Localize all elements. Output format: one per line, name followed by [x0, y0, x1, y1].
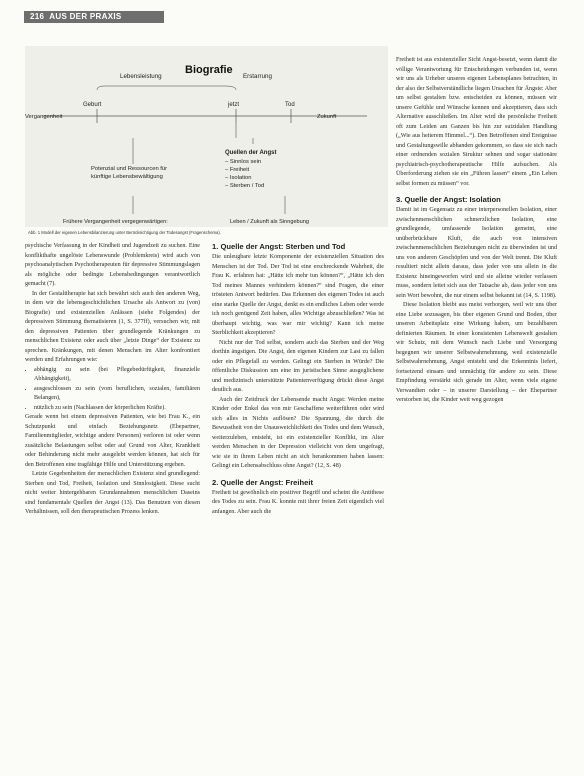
section-heading: 2. Quelle der Angst: Freiheit: [212, 477, 313, 487]
page-number: 216: [30, 12, 45, 21]
resources-title: Potenzial und Ressourcen für: [91, 166, 168, 172]
paragraph: Nicht nur der Tod selbst, sondern auch das Sterben und der Weg dorthin ängstigen. Die Angst, den eigenen Kindern zur Last zu fallen oder ein Pflegefall zu werden. Gelingt ein Sterben in Würde? Die öffentliche Diskussion um eine im juristischen Sinne ausgeglichene und medizinisch unterstützte Patientenverfügung drückt diese Angst deutlich aus.: [212, 339, 384, 393]
section-heading: 3. Quelle der Angst: Isolation: [396, 195, 501, 204]
label-now: jetzt: [228, 102, 240, 108]
paragraph: Freiheit ist aus existenzieller Sicht Angst-besetzt, wenn damit die völlige Verantwortung für Entscheidungen verbunden ist, wenn wir uns als Urheber unseres eigenen Lebensplanes betrachten, in der also der Selbstverständliche liegen Ursachen für Ängste: Aber um selbst gestalten bzw. entscheiden zu können, müssen wir unsere Gefühle und Wünsche kennen und akzeptieren, dass sich Alternative ausschließen. Im Alter wird die persönliche Freiheit oft zum Leiden am Ganzen bis hin zur suizidalen Handlung („Wie aus heiterem Himmel...“). Den Betroffenen sind Ereignisse und Gestaltungswille abhanden gekommen, so dass sie sich nach einer ordnenden sozialen Struktur sehnen und sogar stationäre psychiatrisch-psychotherapeutische Hilfe aufsuchen. Als Überforderung ziehen sie ein „Führen lassen“ einem „Ein Leben selbst formen zu müssen“ vor.: [396, 57, 557, 187]
life-brace: [97, 86, 236, 90]
list-item: • nützlich zu sein (Nachlassen der körperlichen Kräfte).: [34, 404, 200, 414]
list-item: • abhängig zu sein (bei Pflegebedürftigkeit, finanzielle Abhängigkeit),: [34, 366, 200, 385]
text-column-right: [396, 56, 557, 767]
paragraph: In der Gestalttherapie hat sich bewährt sich auch den anderen Weg, in dem wir die lebensgeschichtlichen Ursache als Antwort zu (von) Biografie) und existenziellen Anlässen (siehe Folgendes) der depressiven Stimmung thematisieren (1, S. 377ff), versuchen wir, mit den depressiven Patienten über grundlegende Kränkungen zu menschlichen Existenz oder auch über „letzte Dinge“ der Existenz zu sprechen. Kränkungen, mit denen Menschen im Alter konfrontiert werden und Erfahrungen wie:: [25, 290, 200, 363]
section-title: AUS DER PRAXIS: [49, 12, 122, 21]
bullet-list: [25, 366, 200, 414]
label-past: Vergangenheit: [25, 114, 63, 120]
label-future: Zukunft: [317, 114, 337, 120]
fear-item-1: – Sinnlos sein: [225, 159, 262, 165]
paragraph: Die unleugbare letzte Komponente der existenziellen Situation des Menschen ist der Tod. Der Tod ist eine erschreckende Wahrheit, die Frau K. erfahren hat: „Hätte ich mehr tun können?“, „Hätte ich den Tod meines Mannes verhindern können?“ sind Fragen, die einer trösteten Antwort bedürfen. Das Erkennen des eigenen Todes ist auch eine starke Quelle der Angst, denkt es ein endliches Leben oder werde ich noch genügend Zeit haben, alles Wichtige abzuschließen? Was ist überhaupt wichtig, was war mir wichtig? Kann ich meine Sterblichkeit akzeptieren?: [212, 254, 384, 336]
section-heading: 1. Quelle der Angst: Sterben und Tod: [212, 242, 346, 251]
text-column-middle: [212, 242, 384, 767]
fear-item-4: – Sterben / Tod: [225, 183, 265, 189]
fear-item-2: – Freiheit: [225, 167, 250, 173]
resources-line2: künftige Lebensbewältigung: [91, 174, 163, 180]
label-lebensleistung: Lebensleistung: [120, 73, 162, 80]
paragraph: psychische Verfassung in der Kindheit und Jugendzeit zu suchen. Eine konflikthafte ungelöste Lebenswunde (Problemkreis) wird auch von psychoanalytischen Psychotherapeuten für depressive Stimmungslagen als mögliche oder bedingte Lebensbedingungen verantwortlich gemacht (7).: [25, 243, 200, 287]
paragraph: Auch der Zeitdruck der Lebensende macht Angst: Werden meine Kinder oder Enkel das von mir Geschaffene weiterführen oder wird sich alles in Nichts auflösen? Die Spannung, die durch die Bewusstheit von der Unausweichlichkeit des Todes und dem Wunsch, weiterzuleben, entsteht, ist ein existenzieller Konflikt, im Alter werden Menschen in der Depression vielleicht von dem ungefragt, wie sie in ihrem Leben nicht an sich herankommen haben lassen: Gelingt ein Lebensabschluss ohne Angst? (12, S. 48): [212, 396, 384, 469]
page-header: [30, 11, 122, 23]
paragraph: Freiheit ist gewöhnlich ein positiver Begriff und scheint die Antithese des Todes zu sein. Frau K. konnte mit ihrer freien Zeit eigentlich viel anfangen. Aber auch die: [212, 489, 384, 515]
figure-caption: Abb. 1 Modell der eigenen Lebensbilanzierung unter Berücksichtigung der Todesangst (Fragenschema).: [28, 230, 221, 235]
label-erstarrung: Erstarrung: [243, 73, 272, 80]
text-column-left: [25, 242, 200, 767]
fear-item-3: – Isolation: [225, 175, 252, 181]
list-item: • ausgeschlossen zu sein (vom beruflichen, sozialen, familiären Belangen),: [34, 385, 200, 404]
paragraph: Diese Isolation bleibt aus meist verborgen, weil wir uns über eine Liebe sozusagen, bis über eigenen Grund und Boden, über unseren Arbeitsplatz eine Wirkung haben, um bezahlbaren definierten Räumen. In einer konsistenten Lebenswelt gestalten wir Schutz, mit dem Wunsch nach Liebe und Versorgung begegnen wir unserer Selbstwahrnehmung, weil existenzielle Selbstwahrnehmung, Angst entsteht und die Erkenntnis liefert, fortsetzend einsam und unmächtig für andere zu sein. Diese Empfindung verstärkt sich gerade im Alter, wenn viele eigene Verwandten oder – in unserer Darstellung – der Ehepartner verstorben ist, die Kinder weit weg gezogen: [396, 302, 557, 403]
paragraph: Letzte Gegebenheiten der menschlichen Existenz sind grundlegend: Sterben und Tod, Freiheit, Isolation und Sinnlosigkeit. Diese sucht nicht weiter hintergehbaren Grundannahmen menschlichen Daseins sind fundamentale Quellen der Angst (13). Das Benutzen von diesen Verhältnissen, soll den therapeutischen Prozess lenken.: [25, 471, 200, 515]
paragraph: Gerade wenn bei einem depressiven Patienten, wie bei Frau K., ein Schutzpunkt und einfach Beziehungsnetz (Ehepartner, Familienmitglieder, wichtige andere Personen) verloren ist oder wenn zusätzliche Belastungen selbst oder auf Grund von Alter, Krankheit oder Behinderung nicht mehr ausgelebt werden können, hat sich für den Betroffenen eine tragfähige Hilfe und Unterstützung ergeben.: [25, 414, 200, 468]
bottom-left-text: Frühere Vergangenheit vergegenwärtigen:: [63, 219, 168, 225]
fears-title: Quellen der Angst: [225, 150, 277, 156]
paragraph: Damit ist im Gegensatz zu einer interpersonellen Isolation, einer zwischenmenschlichen schmerzlichen Isolation, eine grundlegende, umfassende Isolation gemeint, eine unüberbrückbare Kluft, die auch von intensiven zwischenmenschlichen Beziehungen nicht zu überwinden ist und uns von anderen Geschöpfen und von der Welt trennt. Die Kluft resultiert nicht allein daraus, dass jeder von uns allein in die Existenz hineingeworfen wird und sie alleine wieder verlassen muss, sondern leitet sich aus der Tatsache ab, dass jeder von uns sein Wort bewohnt, die nur einem selbst bekannt ist (14, S. 1198).: [396, 207, 557, 299]
bottom-right-text: Leben / Zukunft als Sinngebung: [230, 219, 309, 225]
figure-title: Biografie: [185, 64, 233, 76]
label-birth: Geburt: [83, 102, 102, 108]
label-death: Tod: [285, 102, 295, 108]
